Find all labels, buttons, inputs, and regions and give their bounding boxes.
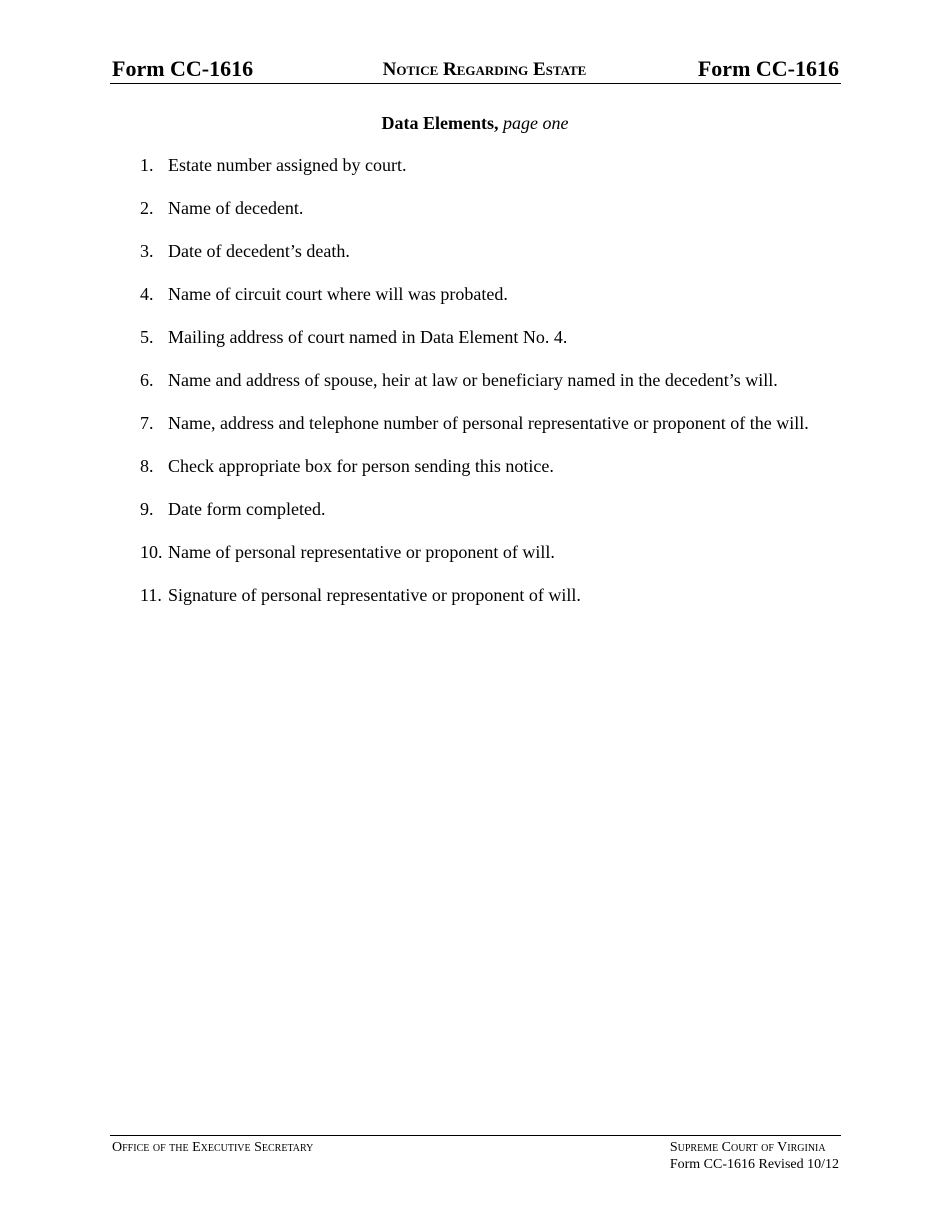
subtitle-bold: Data Elements, [381,113,499,133]
item-text: Name of decedent. [168,198,304,218]
item-text: Date of decedent’s death. [168,241,350,261]
subtitle-italic: page one [503,113,569,133]
item-number: 9. [140,499,154,519]
form-number-left: Form CC-1616 [112,56,254,81]
list-item [140,412,840,455]
item-text: Check appropriate box for person sending this notice. [168,456,554,476]
item-text: Name of circuit court where will was probated. [168,284,508,304]
item-number: 2. [140,198,154,218]
item-number: 4. [140,284,154,304]
list-item [140,541,840,584]
list-item [140,369,840,412]
footer-right-block [670,1139,839,1173]
item-number: 10. [140,542,163,562]
page-header [110,55,841,84]
list-item [140,326,840,369]
list-item [140,283,840,326]
item-number: 6. [140,370,154,390]
section-subtitle [0,112,950,134]
footer-office: Office of the Executive Secretary [112,1140,314,1155]
form-title: Notice Regarding Estate [382,59,587,80]
item-text: Mailing address of court named in Data Element No. 4. [168,327,568,347]
item-number: 8. [140,456,154,476]
item-number: 7. [140,413,154,433]
footer-revision: Form CC-1616 Revised 10/12 [669,1157,839,1172]
list-item [140,197,840,240]
page-footer [110,1135,841,1172]
item-number: 11. [140,585,162,605]
item-number: 3. [140,241,154,261]
list-item [140,240,840,283]
footer-court: Supreme Court of Virginia [669,1140,826,1155]
list-item [140,584,840,627]
item-text: Signature of personal representative or proponent of will. [168,585,581,605]
item-text: Name, address and telephone number of personal representative or proponent of the will. [168,413,809,433]
list-item [140,498,840,541]
list-item [140,455,840,498]
item-text: Name and address of spouse, heir at law or beneficiary named in the decedent’s will. [168,370,778,390]
item-text: Name of personal representative or proponent of will. [168,542,555,562]
item-number: 1. [140,155,154,175]
form-number-right: Form CC-1616 [697,56,839,81]
data-elements-list [140,154,840,627]
item-text: Estate number assigned by court. [168,155,407,175]
list-item [140,154,840,197]
item-number: 5. [140,327,154,347]
item-text: Date form completed. [168,499,326,519]
